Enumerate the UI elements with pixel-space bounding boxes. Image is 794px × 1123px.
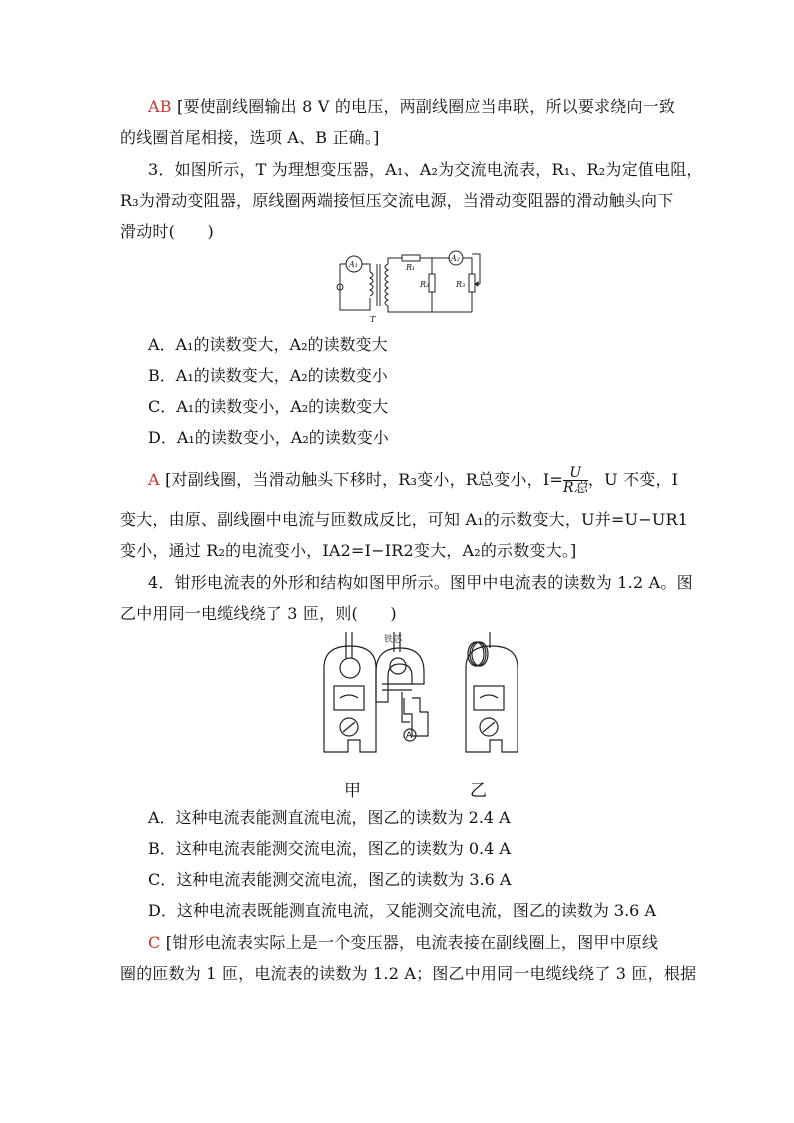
q4-option-b[interactable]: B．这种电流表能测交流电流，图乙的读数为 0.4 A — [148, 839, 511, 858]
q3-option-b[interactable]: B．A₁的读数变大，A₂的读数变小 — [148, 366, 388, 385]
label-a1: A₁ — [349, 260, 358, 269]
q4-answer-line-1 — [148, 933, 708, 953]
answer-text: [钳形电流表实际上是一个变压器，电流表接在副线圈上，图甲中原线 — [165, 933, 659, 952]
q4-option-d[interactable]: D．这种电流表既能测直流电流，又能测交流电流，图乙的读数为 3.6 A — [148, 901, 657, 920]
q3-option-a[interactable]: A．A₁的读数变大，A₂的读数变大 — [148, 335, 388, 354]
q4-stem-line-2: 乙中用同一电缆线绕了 3 匝，则( ) — [120, 604, 397, 623]
q3-answer-line-3: 变小，通过 R₂的电流变小，IA2=I−IR2变大，A₂的示数变大。] — [120, 541, 577, 560]
question-text: 如图所示，T 为理想变压器，A₁、A₂为交流电流表，R₁、R₂为定值电阻， — [174, 160, 703, 179]
fraction-u-over-r: $\frac{U}{\text{R总}}$ — [562, 465, 588, 496]
q4-option-a[interactable]: A．这种电流表能测直流电流，图乙的读数为 2.4 A — [148, 808, 511, 827]
answer-label: A — [148, 470, 160, 489]
q4-stem-line-1 — [148, 573, 708, 593]
answer-label: AB — [148, 97, 172, 116]
answer-label: C — [148, 933, 161, 952]
q3-stem-line-3: 滑动时( ) — [120, 222, 214, 241]
answer-text-tail: ，U 不变，I — [587, 470, 679, 489]
question-number: 4． — [148, 573, 175, 592]
q3-answer-line-1 — [148, 466, 708, 495]
transformer-circuit-figure — [332, 250, 498, 324]
q2-answer-line-1 — [148, 97, 708, 117]
figure-caption-yi: 乙 — [470, 781, 487, 801]
label-ammeter: A — [406, 731, 413, 741]
q3-stem-line-1 — [148, 160, 708, 180]
label-iron-core: 铁芯 — [384, 635, 403, 645]
q4-option-c[interactable]: C．这种电流表能测交流电流，图乙的读数为 3.6 A — [148, 870, 512, 889]
clamp-meter-figure — [318, 632, 518, 762]
q3-option-d[interactable]: D．A₁的读数变小，A₂的读数变小 — [148, 428, 389, 447]
label-t: T — [370, 315, 376, 324]
figure-caption-jia: 甲 — [344, 781, 361, 801]
q2-answer-line-2: 的线圈首尾相接，选项 A、B 正确。] — [120, 128, 380, 147]
answer-text: [对副线圈，当滑动触头下移时，R₃变小，R总变小，I= — [165, 470, 563, 489]
question-text: 钳形电流表的外形和结构如图甲所示。图甲中电流表的读数为 1.2 A。图 — [174, 573, 693, 592]
q3-option-c[interactable]: C．A₁的读数变小，A₂的读数变大 — [148, 397, 389, 416]
label-r3: R₃ — [456, 280, 466, 289]
label-r1: R₁ — [406, 263, 416, 272]
question-number: 3． — [148, 160, 175, 179]
q3-stem-line-2: R₃为滑动变阻器，原线圈两端接恒压交流电源，当滑动变阻器的滑动触头向下 — [120, 191, 674, 210]
q4-answer-line-2: 圈的匝数为 1 匝，电流表的读数为 1.2 A；图乙中用同一电缆线绕了 3 匝，根据 — [120, 964, 697, 983]
q3-answer-line-2: 变大，由原、副线圈中电流与匝数成反比，可知 A₁的示数变大，U并=U−UR1 — [120, 510, 689, 529]
label-a2: A₂ — [451, 254, 460, 263]
answer-text: [要使副线圈输出 8 V 的电压，两副线圈应当串联，所以要求绕向一致 — [177, 97, 676, 116]
label-r2: R₂ — [420, 280, 430, 289]
